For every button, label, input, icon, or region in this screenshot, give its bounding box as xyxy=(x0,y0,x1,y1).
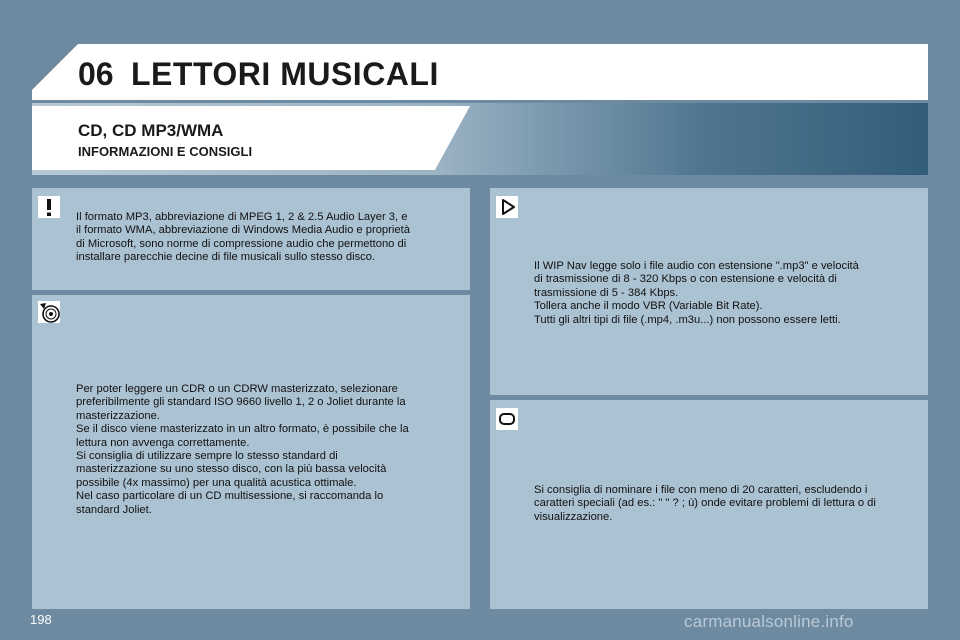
disc-panel xyxy=(32,295,470,609)
text-line: preferibilmente gli standard ISO 9660 livello 1, 2 o Joliet durante la xyxy=(76,396,406,409)
play-panel xyxy=(490,188,928,395)
text-line: Il WIP Nav legge solo i file audio con estensione ".mp3" e velocità xyxy=(534,260,859,272)
text-line: Si consiglia di nominare i file con meno di 20 caratteri, escludendo i xyxy=(534,484,868,496)
text-line: Per poter leggere un CDR o un CDRW masterizzato, selezionare xyxy=(76,383,398,395)
section-title: CD, CD MP3/WMA xyxy=(78,121,224,140)
text-line: Si consiglia di utilizzare sempre lo stesso standard di xyxy=(76,450,338,463)
page-number: 198 xyxy=(30,612,52,627)
note-panel xyxy=(490,400,928,609)
text-line: installare parecchie decine di file musicali sullo stesso disco. xyxy=(76,251,376,264)
text-line: Nel caso particolare di un CD multisessione, si raccomanda lo xyxy=(76,490,384,503)
chapter-number: 06 xyxy=(78,56,114,92)
text-line: trasmissione di 5 - 384 Kbps. xyxy=(534,286,679,299)
text-line: masterizzazione. xyxy=(76,409,160,422)
disc-icon xyxy=(36,299,62,325)
text-line: di Microsoft, sono norme di compressione audio che permettono di xyxy=(76,237,407,250)
play-icon xyxy=(494,194,520,220)
text-line: Tollera anche il modo VBR (Variable Bit Rate). xyxy=(534,300,763,313)
play-text xyxy=(534,260,924,327)
text-line: caratteri speciali (ad es.: " " ? ; ù) onde evitare problemi di lettura o di xyxy=(534,497,876,510)
text-line: di trasmissione di 8 - 320 Kbps o con estensione e velocità di xyxy=(534,273,837,286)
text-line: lettura non avvenga correttamente. xyxy=(76,436,250,449)
text-line: masterizzazione su uno stesso disco, con la più bassa velocità xyxy=(76,463,387,476)
disc-text xyxy=(76,383,466,517)
exclamation-icon xyxy=(36,194,62,220)
text-line: Tutti gli altri tipi di file (.mp4, .m3u...) non possono essere letti. xyxy=(534,313,841,326)
note-icon xyxy=(494,406,520,432)
chapter-title: LETTORI MUSICALI xyxy=(131,56,439,92)
section-subtitle: INFORMAZIONI E CONSIGLI xyxy=(78,144,253,159)
text-line: il formato WMA, abbreviazione di Windows Media Audio e proprietà xyxy=(76,224,410,237)
text-line: possibile (4x massimo) per una qualità acustica ottimale. xyxy=(76,476,357,489)
text-line: Se il disco viene masterizzato in un altro formato, è possibile che la xyxy=(76,423,409,436)
text-line: visualizzazione. xyxy=(534,510,613,523)
text-line: standard Joliet. xyxy=(76,503,152,516)
warning-panel xyxy=(32,188,470,290)
text-line: Il formato MP3, abbreviazione di MPEG 1, 2 & 2.5 Audio Layer 3, e xyxy=(76,211,408,223)
warning-text xyxy=(76,211,466,265)
note-text xyxy=(534,484,924,524)
watermark: carmanualsonline.info xyxy=(684,612,854,631)
